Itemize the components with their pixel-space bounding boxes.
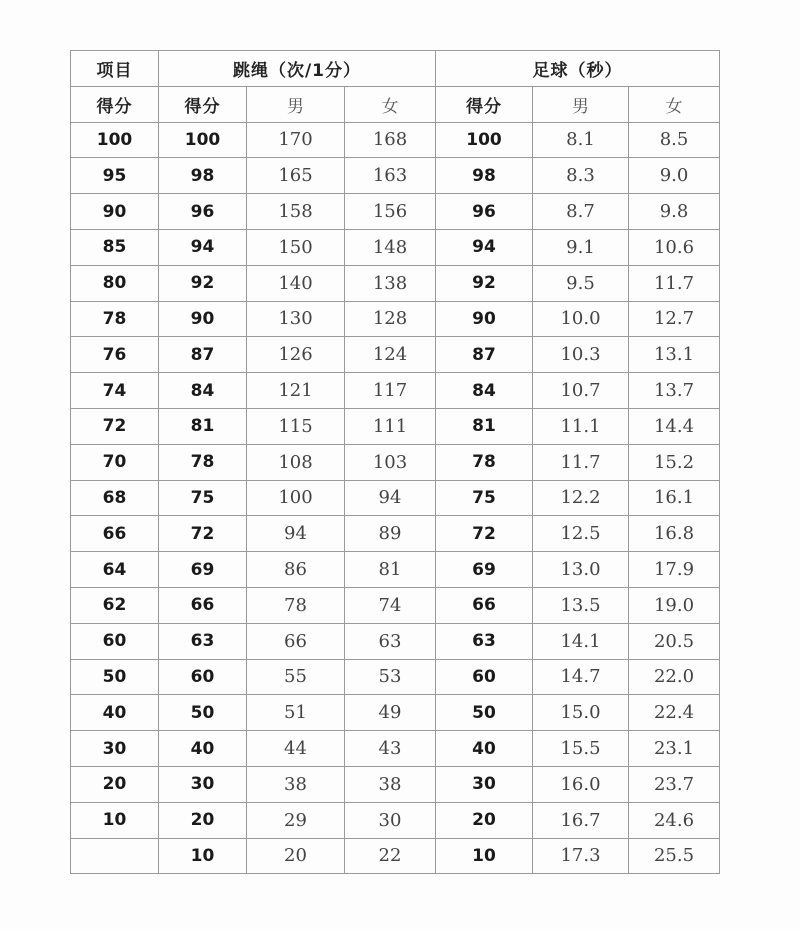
football-female-cell: 14.4 — [629, 408, 720, 444]
jump-score-cell: 40 — [159, 731, 247, 767]
table-row — [71, 731, 720, 767]
jump-female-cell: 138 — [345, 265, 436, 301]
jump-score-cell: 92 — [159, 265, 247, 301]
football-male-cell: 13.5 — [533, 587, 629, 623]
jump-male-cell: 140 — [247, 265, 345, 301]
football-male-cell: 10.7 — [533, 373, 629, 409]
football-score-cell: 81 — [436, 408, 533, 444]
football-female-cell: 13.1 — [629, 337, 720, 373]
football-male-cell: 14.7 — [533, 659, 629, 695]
football-score-header: 得分 — [436, 86, 533, 122]
table-row — [71, 802, 720, 838]
football-female-cell: 19.0 — [629, 587, 720, 623]
jump-male-cell: 158 — [247, 194, 345, 230]
football-female-cell: 15.2 — [629, 444, 720, 480]
jump-male-cell: 78 — [247, 587, 345, 623]
football-male-cell: 11.7 — [533, 444, 629, 480]
total-score-cell: 80 — [71, 265, 159, 301]
football-female-cell: 23.1 — [629, 731, 720, 767]
jump-male-cell: 100 — [247, 480, 345, 516]
jump-female-cell: 89 — [345, 516, 436, 552]
jump-female-cell: 22 — [345, 838, 436, 874]
football-female-cell: 17.9 — [629, 552, 720, 588]
total-score-cell: 50 — [71, 659, 159, 695]
total-score-cell: 64 — [71, 552, 159, 588]
jump-score-cell: 63 — [159, 623, 247, 659]
jump-male-cell: 86 — [247, 552, 345, 588]
table-row — [71, 444, 720, 480]
football-score-cell: 10 — [436, 838, 533, 874]
football-female-cell: 9.0 — [629, 158, 720, 194]
jump-male-cell: 20 — [247, 838, 345, 874]
jump-score-cell: 30 — [159, 766, 247, 802]
table-row — [71, 480, 720, 516]
jump-score-cell: 60 — [159, 659, 247, 695]
jump-score-cell: 72 — [159, 516, 247, 552]
football-male-cell: 8.3 — [533, 158, 629, 194]
football-male-cell: 8.7 — [533, 194, 629, 230]
total-score-cell: 66 — [71, 516, 159, 552]
total-score-cell: 72 — [71, 408, 159, 444]
jump-score-cell: 50 — [159, 695, 247, 731]
jump-male-cell: 55 — [247, 659, 345, 695]
table-row — [71, 623, 720, 659]
football-female-cell: 22.0 — [629, 659, 720, 695]
jump-male-cell: 121 — [247, 373, 345, 409]
table-body — [71, 51, 720, 874]
jump-female-cell: 43 — [345, 731, 436, 767]
jump-score-cell: 98 — [159, 158, 247, 194]
football-score-cell: 63 — [436, 623, 533, 659]
jump-female-cell: 30 — [345, 802, 436, 838]
football-female-cell: 16.8 — [629, 516, 720, 552]
jump-female-cell: 156 — [345, 194, 436, 230]
header-row-2 — [71, 86, 720, 122]
football-female-header: 女 — [629, 86, 720, 122]
jump-male-cell: 115 — [247, 408, 345, 444]
jump-female-cell: 74 — [345, 587, 436, 623]
football-score-cell: 98 — [436, 158, 533, 194]
jump-score-cell: 75 — [159, 480, 247, 516]
football-score-cell: 78 — [436, 444, 533, 480]
jump-score-header: 得分 — [159, 86, 247, 122]
total-score-cell: 78 — [71, 301, 159, 337]
football-male-cell: 13.0 — [533, 552, 629, 588]
jump-score-cell: 84 — [159, 373, 247, 409]
jump-male-cell: 51 — [247, 695, 345, 731]
header-row-1 — [71, 51, 720, 87]
football-score-cell: 50 — [436, 695, 533, 731]
table-row — [71, 337, 720, 373]
jump-female-cell: 53 — [345, 659, 436, 695]
football-female-cell: 11.7 — [629, 265, 720, 301]
football-male-cell: 12.5 — [533, 516, 629, 552]
football-female-cell: 10.6 — [629, 229, 720, 265]
total-score-cell: 74 — [71, 373, 159, 409]
jump-female-header: 女 — [345, 86, 436, 122]
total-score-cell: 68 — [71, 480, 159, 516]
jump-male-cell: 150 — [247, 229, 345, 265]
football-male-cell: 9.1 — [533, 229, 629, 265]
jump-male-cell: 108 — [247, 444, 345, 480]
table-row — [71, 766, 720, 802]
table-row — [71, 838, 720, 874]
football-score-cell: 92 — [436, 265, 533, 301]
football-female-cell: 23.7 — [629, 766, 720, 802]
football-score-cell: 96 — [436, 194, 533, 230]
jump-male-cell: 38 — [247, 766, 345, 802]
total-score-cell: 85 — [71, 229, 159, 265]
football-score-cell: 66 — [436, 587, 533, 623]
football-female-cell: 13.7 — [629, 373, 720, 409]
football-male-cell: 9.5 — [533, 265, 629, 301]
jump-female-cell: 124 — [345, 337, 436, 373]
football-female-cell: 22.4 — [629, 695, 720, 731]
jump-rope-header: 跳绳（次/1分） — [159, 51, 436, 87]
football-female-cell: 9.8 — [629, 194, 720, 230]
total-score-cell: 10 — [71, 802, 159, 838]
football-score-cell: 69 — [436, 552, 533, 588]
jump-score-cell: 69 — [159, 552, 247, 588]
football-score-cell: 40 — [436, 731, 533, 767]
table-row — [71, 373, 720, 409]
football-male-cell: 12.2 — [533, 480, 629, 516]
jump-score-cell: 20 — [159, 802, 247, 838]
football-male-cell: 17.3 — [533, 838, 629, 874]
football-male-cell: 14.1 — [533, 623, 629, 659]
football-male-cell: 15.0 — [533, 695, 629, 731]
table-row — [71, 552, 720, 588]
total-score-cell: 70 — [71, 444, 159, 480]
football-female-cell: 20.5 — [629, 623, 720, 659]
table-row — [71, 695, 720, 731]
table-row — [71, 158, 720, 194]
jump-score-cell: 87 — [159, 337, 247, 373]
jump-female-cell: 94 — [345, 480, 436, 516]
jump-female-cell: 81 — [345, 552, 436, 588]
jump-male-cell: 44 — [247, 731, 345, 767]
table-row — [71, 659, 720, 695]
jump-female-cell: 111 — [345, 408, 436, 444]
football-score-cell: 30 — [436, 766, 533, 802]
table-row — [71, 516, 720, 552]
jump-male-cell: 94 — [247, 516, 345, 552]
jump-female-cell: 168 — [345, 122, 436, 158]
jump-male-cell: 126 — [247, 337, 345, 373]
jump-score-cell: 66 — [159, 587, 247, 623]
total-score-cell: 60 — [71, 623, 159, 659]
table-row — [71, 408, 720, 444]
jump-female-cell: 117 — [345, 373, 436, 409]
football-female-cell: 8.5 — [629, 122, 720, 158]
total-score-cell: 76 — [71, 337, 159, 373]
jump-female-cell: 128 — [345, 301, 436, 337]
football-score-cell: 84 — [436, 373, 533, 409]
football-female-cell: 25.5 — [629, 838, 720, 874]
total-score-cell: 20 — [71, 766, 159, 802]
table-row — [71, 229, 720, 265]
jump-male-cell: 170 — [247, 122, 345, 158]
football-male-cell: 16.0 — [533, 766, 629, 802]
total-score-cell: 62 — [71, 587, 159, 623]
jump-score-cell: 81 — [159, 408, 247, 444]
football-male-header: 男 — [533, 86, 629, 122]
jump-score-cell: 96 — [159, 194, 247, 230]
total-score-cell: 100 — [71, 122, 159, 158]
football-male-cell: 16.7 — [533, 802, 629, 838]
football-score-cell: 75 — [436, 480, 533, 516]
jump-score-cell: 100 — [159, 122, 247, 158]
jump-female-cell: 63 — [345, 623, 436, 659]
jump-female-cell: 103 — [345, 444, 436, 480]
table-row — [71, 122, 720, 158]
jump-score-cell: 10 — [159, 838, 247, 874]
jump-score-cell: 78 — [159, 444, 247, 480]
football-score-cell: 90 — [436, 301, 533, 337]
jump-female-cell: 148 — [345, 229, 436, 265]
football-male-cell: 11.1 — [533, 408, 629, 444]
jump-score-cell: 94 — [159, 229, 247, 265]
football-female-cell: 16.1 — [629, 480, 720, 516]
football-score-cell: 100 — [436, 122, 533, 158]
jump-male-cell: 29 — [247, 802, 345, 838]
football-male-cell: 10.0 — [533, 301, 629, 337]
table-row — [71, 194, 720, 230]
football-female-cell: 24.6 — [629, 802, 720, 838]
football-score-cell: 87 — [436, 337, 533, 373]
total-score-cell: 30 — [71, 731, 159, 767]
total-score-header: 得分 — [71, 86, 159, 122]
football-male-cell: 10.3 — [533, 337, 629, 373]
football-score-cell: 20 — [436, 802, 533, 838]
jump-female-cell: 49 — [345, 695, 436, 731]
item-header: 项目 — [71, 51, 159, 87]
table-row — [71, 265, 720, 301]
football-male-cell: 15.5 — [533, 731, 629, 767]
jump-male-cell: 165 — [247, 158, 345, 194]
total-score-cell — [71, 838, 159, 874]
jump-male-cell: 130 — [247, 301, 345, 337]
football-header: 足球（秒） — [436, 51, 720, 87]
football-score-cell: 94 — [436, 229, 533, 265]
jump-female-cell: 38 — [345, 766, 436, 802]
jump-male-cell: 66 — [247, 623, 345, 659]
jump-male-header: 男 — [247, 86, 345, 122]
football-score-cell: 72 — [436, 516, 533, 552]
football-female-cell: 12.7 — [629, 301, 720, 337]
total-score-cell: 90 — [71, 194, 159, 230]
total-score-cell: 95 — [71, 158, 159, 194]
jump-score-cell: 90 — [159, 301, 247, 337]
football-score-cell: 60 — [436, 659, 533, 695]
total-score-cell: 40 — [71, 695, 159, 731]
jump-female-cell: 163 — [345, 158, 436, 194]
table-row — [71, 301, 720, 337]
football-male-cell: 8.1 — [533, 122, 629, 158]
table-row — [71, 587, 720, 623]
scoring-table — [70, 50, 720, 874]
